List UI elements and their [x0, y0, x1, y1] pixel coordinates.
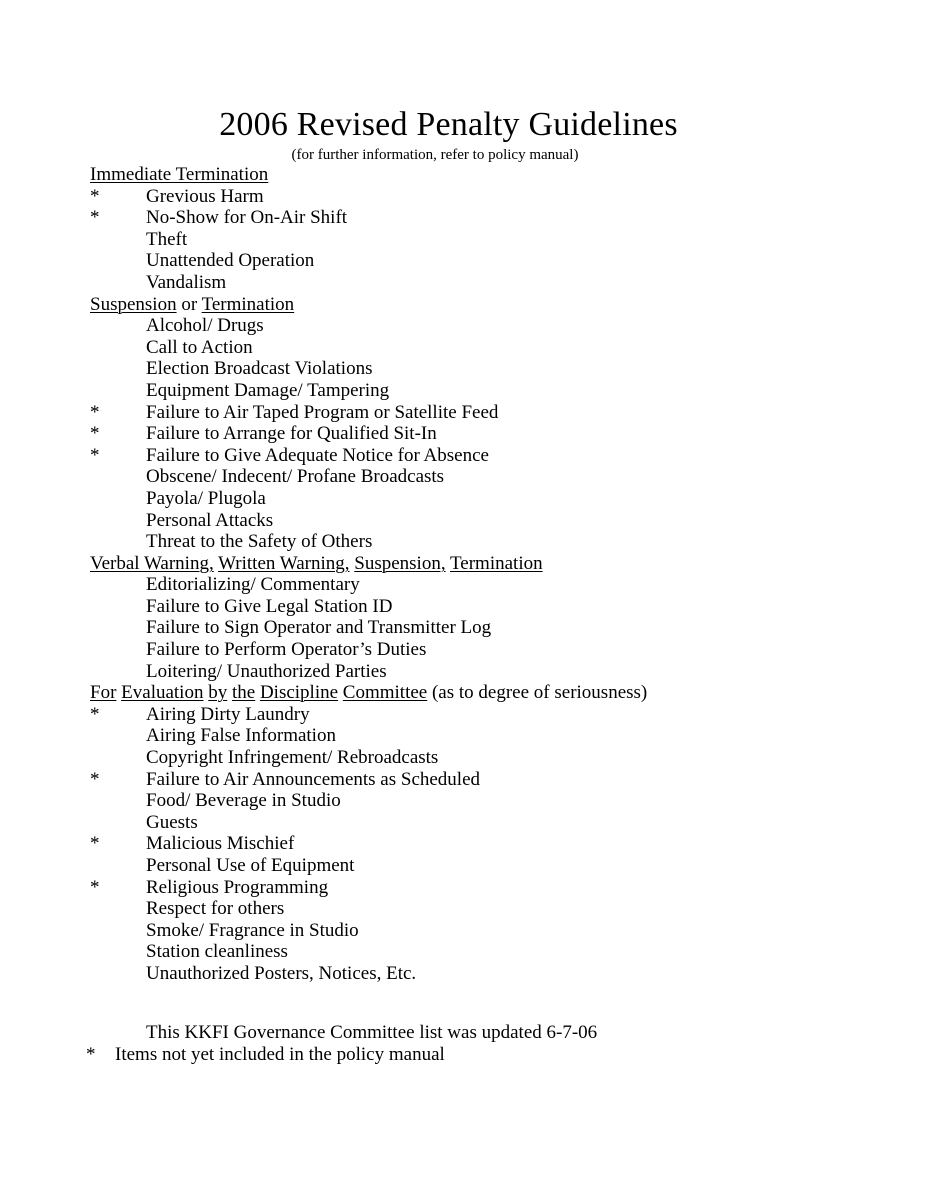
- list-item: [90, 941, 910, 963]
- list-item: [90, 272, 910, 294]
- list-item: [90, 250, 910, 272]
- list-item: [90, 725, 910, 747]
- legend-text: Items not yet included in the policy manual: [115, 1044, 445, 1065]
- list-item: [90, 402, 910, 424]
- item-text: Station cleanliness: [146, 941, 288, 963]
- heading-part: Termination: [450, 552, 543, 574]
- heading-part: (as to degree of seriousness): [431, 682, 648, 704]
- asterisk-icon: *: [90, 207, 100, 229]
- item-text: Alcohol/ Drugs: [146, 315, 264, 337]
- item-text: Malicious Mischief: [146, 833, 295, 855]
- item-text: Vandalism: [146, 271, 227, 293]
- list-item: [90, 596, 910, 618]
- heading-part: Verbal Warning,: [90, 552, 214, 574]
- item-text: Editorializing/ Commentary: [146, 574, 360, 596]
- heading-part: or: [181, 293, 198, 315]
- item-text: Election Broadcast Violations: [146, 358, 373, 380]
- list-item: [90, 661, 910, 683]
- item-text: Personal Attacks: [146, 509, 274, 531]
- asterisk-icon: *: [90, 876, 100, 898]
- updated-note: This KKFI Governance Committee list was updated 6-7-06: [146, 1022, 598, 1043]
- item-text: Respect for others: [146, 898, 285, 920]
- item-text: Unattended Operation: [146, 250, 315, 272]
- item-text: Guests: [146, 811, 198, 833]
- item-text: Loitering/ Unauthorized Parties: [146, 660, 387, 682]
- list-item: [90, 380, 910, 402]
- item-text: Failure to Give Legal Station ID: [146, 595, 393, 617]
- section-heading-evaluation: [90, 682, 910, 704]
- list-item: [90, 812, 910, 834]
- page-title: 2006 Revised Penalty Guidelines: [219, 106, 678, 143]
- heading-part: Committee: [342, 682, 428, 704]
- item-text: Theft: [146, 228, 188, 250]
- list-item: [90, 423, 910, 445]
- heading-part: Evaluation: [121, 682, 204, 704]
- heading-part: Written Warning,: [218, 552, 350, 574]
- item-text: No-Show for On-Air Shift: [146, 207, 348, 229]
- list-item: [90, 963, 910, 985]
- heading-part: Suspension,: [354, 552, 446, 574]
- list-item: [90, 358, 910, 380]
- item-text: Call to Action: [146, 336, 253, 358]
- item-text: Failure to Air Taped Program or Satellite Feed: [146, 401, 499, 423]
- heading-part: by: [208, 682, 228, 704]
- section-heading-verbal-warning: [90, 553, 910, 575]
- list-item: [90, 833, 910, 855]
- list-item: [90, 488, 910, 510]
- list-item: [90, 769, 910, 791]
- list-item: [90, 855, 910, 877]
- list-item: [90, 445, 910, 467]
- page-subtitle: (for further information, refer to policy manual): [291, 147, 579, 163]
- item-text: Grevious Harm: [146, 185, 264, 207]
- item-text: Personal Use of Equipment: [146, 855, 355, 876]
- item-text: Food/ Beverage in Studio: [146, 790, 341, 812]
- item-text: Failure to Perform Operator’s Duties: [146, 639, 427, 661]
- item-text: Failure to Give Adequate Notice for Absence: [146, 444, 489, 466]
- item-text: Obscene/ Indecent/ Profane Broadcasts: [146, 466, 445, 488]
- list-item: [90, 466, 910, 488]
- heading-part: Suspension: [90, 293, 177, 315]
- item-text: Payola/ Plugola: [146, 487, 266, 509]
- heading-part: For: [90, 682, 117, 704]
- list-item: [90, 229, 910, 251]
- list-item: [90, 898, 910, 920]
- list-item: [90, 574, 910, 596]
- heading-part: the: [231, 682, 256, 704]
- heading-part: Immediate Termination: [90, 164, 269, 185]
- heading-part: Termination: [201, 293, 295, 315]
- item-text: Unauthorized Posters, Notices, Etc.: [146, 962, 417, 984]
- section-heading-suspension-or-termination: [90, 294, 910, 316]
- asterisk-icon: *: [90, 423, 100, 445]
- asterisk-icon: *: [90, 833, 100, 855]
- asterisk-icon: *: [86, 1044, 96, 1065]
- section-heading-immediate-termination: [90, 164, 910, 186]
- heading-part: Discipline: [259, 682, 339, 704]
- footer: [0, 1022, 935, 1066]
- list-item: [90, 207, 910, 229]
- list-item: [90, 747, 910, 769]
- list-item: [90, 617, 910, 639]
- asterisk-icon: *: [90, 401, 100, 423]
- item-text: Airing Dirty Laundry: [146, 703, 310, 725]
- list-item: [90, 704, 910, 726]
- item-text: Failure to Air Announcements as Scheduled: [146, 768, 481, 790]
- list-item: [90, 639, 910, 661]
- item-text: Smoke/ Fragrance in Studio: [146, 919, 359, 941]
- item-text: Failure to Arrange for Qualified Sit-In: [146, 423, 437, 445]
- asterisk-icon: *: [90, 444, 100, 466]
- asterisk-icon: *: [90, 703, 100, 725]
- list-item: [90, 337, 910, 359]
- list-item: [90, 920, 910, 942]
- list-item: [90, 531, 910, 553]
- asterisk-icon: *: [90, 768, 100, 790]
- asterisk-legend: [0, 1044, 935, 1066]
- item-text: Equipment Damage/ Tampering: [146, 379, 390, 401]
- list-item: [90, 877, 910, 899]
- list-item: [90, 790, 910, 812]
- item-text: Airing False Information: [146, 725, 336, 747]
- item-text: Religious Programming: [146, 876, 329, 898]
- guidelines-list: [90, 164, 910, 985]
- list-item: [90, 510, 910, 532]
- item-text: Copyright Infringement/ Rebroadcasts: [146, 747, 439, 769]
- item-text: Failure to Sign Operator and Transmitter Log: [146, 617, 492, 639]
- asterisk-icon: *: [90, 185, 100, 207]
- list-item: [90, 186, 910, 208]
- list-item: [90, 315, 910, 337]
- item-text: Threat to the Safety of Others: [146, 531, 373, 553]
